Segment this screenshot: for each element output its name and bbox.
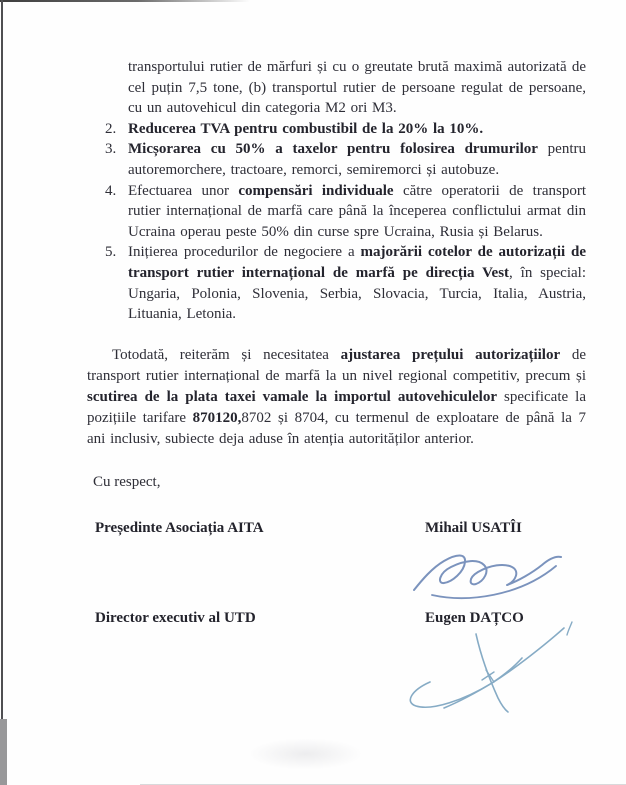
president-title: Președinte Asociația AITA: [95, 520, 264, 536]
list-item-text: [128, 121, 483, 137]
list-item-text: [128, 244, 586, 322]
text-segment: , în special: Ungaria, Polonia, Slovenia, Serbia, Slovacia, Turcia, Italia, Austria, Lituania, Letonia.: [128, 264, 586, 323]
director-title: Director executiv al UTD: [95, 610, 256, 626]
president-signature: [408, 540, 576, 612]
list-item: [105, 119, 586, 140]
closing-paragraph: [87, 345, 586, 450]
text-segment: ajustarea prețului autorizațiilor: [340, 347, 561, 363]
text-segment: Efectuarea unor: [128, 182, 239, 199]
text-segment: către operatorii de transport rutier internațional de marfă care până la începerea conflictului armat din Ucraina operau peste 50% din curse spre Ucraina, Rusia și Belarus.: [128, 182, 587, 240]
text-segment: majorării cotelor de autorizații de transport rutier internațional de marfă pe direcția Vest: [128, 244, 586, 281]
list-item-number: 4.: [105, 182, 117, 199]
text-segment: specificate la pozițiile tarifare: [87, 389, 586, 426]
list-item-1-continuation-text: [128, 57, 586, 119]
list-item: [105, 181, 586, 243]
scan-smudge: [248, 738, 363, 770]
list-item: [105, 242, 586, 324]
text-segment: 8702 și 8704, cu termenul de exploatare de până la 7 ani inclusiv, subiecte deja aduse în atenția autorităților anterior.: [87, 410, 586, 447]
list-item-text: [128, 141, 586, 178]
closing-salutation: Cu respect,: [93, 474, 161, 490]
scan-edge-top: [0, 0, 250, 2]
numbered-list: [105, 119, 586, 325]
text-segment: compensări individuale: [238, 182, 394, 199]
list-item-number: 5.: [105, 244, 117, 261]
text-segment: 870120,: [192, 410, 242, 426]
list-item: [105, 139, 586, 180]
scan-edge-left-bottom: [0, 719, 7, 785]
text-segment: transportului rutier de mărfuri și cu o greutate brută maximă autorizată de cel puțin 7,5 tone, (b) transportul rutier de persoane regulat de persoane, cu un autovehicul din categoria M2 ori M3.: [128, 59, 586, 117]
text-segment: Micșorarea cu 50% a taxelor pentru folosirea drumurilor: [128, 141, 538, 158]
scan-edge-left: [1, 0, 3, 785]
demands-list-block: [105, 57, 586, 325]
list-item-text: [128, 183, 586, 240]
director-signature: [396, 620, 586, 716]
text-segment: Reducerea TVA pentru combustibil de la 20% la 10%.: [128, 120, 484, 137]
text-segment: Inițierea procedurilor de negociere a: [128, 244, 361, 261]
text-segment: Totodată, reiterăm și necesitatea: [112, 347, 341, 363]
signature-row-president: [95, 520, 575, 537]
director-name: Eugen DAȚCO: [425, 610, 524, 626]
president-name: Mihail USATÎI: [425, 520, 522, 536]
text-segment: de transport rutier internațional de marfă la un nivel regional competitiv, precum și: [87, 347, 586, 384]
text-segment: scutirea de la plata taxei vamale la importul autovehiculelor: [87, 389, 497, 405]
text-segment: pentru autoremorchere, tractoare, remorci, semiremorci și autobuze.: [128, 141, 586, 178]
list-item-number: 2.: [105, 120, 117, 137]
list-item-number: 3.: [105, 141, 117, 158]
